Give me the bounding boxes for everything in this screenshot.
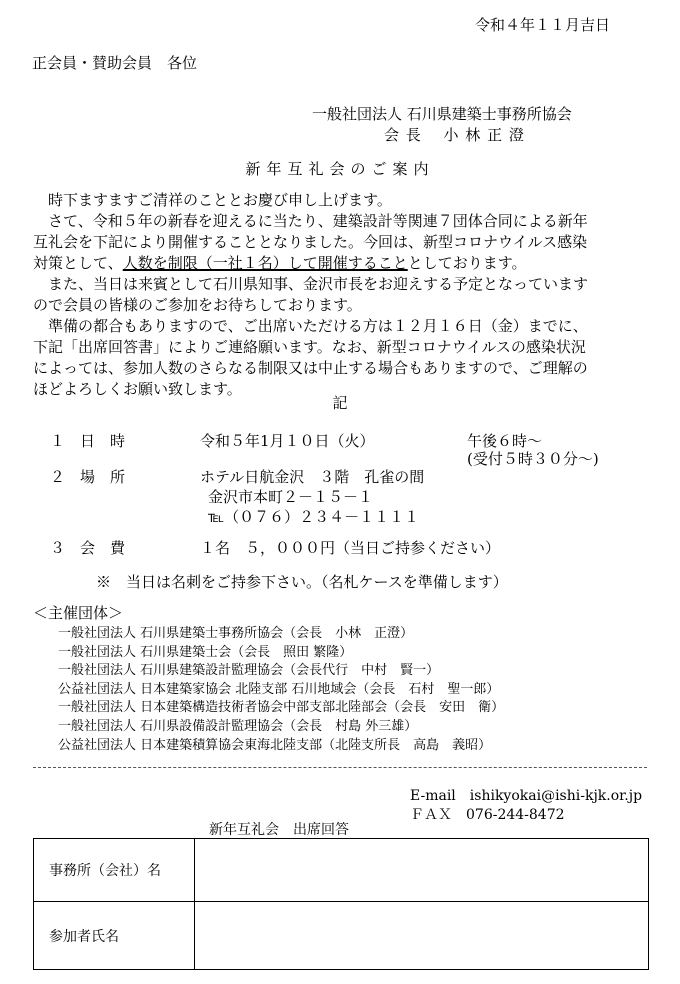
time-value: 午後６時～ — [467, 432, 543, 450]
email-line — [410, 787, 642, 806]
contact-info — [410, 787, 642, 825]
participant-name-label: 参加者氏名 — [34, 902, 195, 970]
reception-time: (受付５時３０分～) — [467, 450, 599, 468]
office-name-field[interactable] — [195, 839, 649, 902]
fee-label: ３ 会 費 — [50, 539, 126, 557]
organizer-item: 一般社団法人 日本建築構造技術者協会中部支部北陸部会（会長 安田 衛） — [58, 700, 505, 716]
document-title: 新年互礼会のご案内 — [245, 160, 435, 178]
organizers-list — [58, 625, 504, 755]
venue-tel: ℡（０７６）２３４－１１１１ — [208, 508, 420, 526]
fax-number: 076-244-8472 — [466, 807, 565, 823]
place-value: ホテル日航金沢 ３階 孔雀の間 — [200, 468, 425, 486]
place-label: ２ 場 所 — [50, 468, 126, 486]
venue-address: 金沢市本町２－１５－１ — [208, 488, 374, 506]
sender-name: 会 長 小 林 正 澄 — [384, 126, 525, 144]
reply-form-table — [33, 838, 649, 970]
capacity-restriction-text: 人数を制限（一社１名）して開催すること — [122, 254, 408, 272]
body-text — [33, 190, 653, 400]
fax-label: ＦＡＸ — [410, 807, 452, 823]
organizer-item: 一般社団法人 石川県建築設計監理協会（会長代行 中村 賢一） — [58, 663, 440, 679]
paragraph-guests: また、当日は来賓として石川県知事、金沢市長をお迎えする予定となっています ので会員の皆様のご参加をお待ちしております。 — [33, 275, 589, 314]
addressee: 正会員・賛助会員 各位 — [32, 54, 198, 72]
organizer-item: 公益社団法人 日本建築積算協会東海北陸支部（北陸支所長 高島 義昭） — [58, 737, 492, 753]
organizer-item: 一般社団法人 石川県建築士会（会長 照田 繁隆） — [58, 644, 353, 660]
participant-name-field[interactable] — [195, 902, 649, 970]
paragraph-greeting: 時下ますますご清祥のこととお慶び申し上げます。 — [48, 191, 392, 209]
date-value: 令和５年1月１０日（火） — [200, 432, 375, 450]
ki-heading: 記 — [332, 394, 348, 412]
date-label: １ 日 時 — [50, 432, 126, 450]
document-date: 令和４年１１月吉日 — [474, 16, 610, 34]
office-name-label: 事務所（会社）名 — [34, 839, 195, 902]
reply-form-title: 新年互礼会 出席回答 — [209, 822, 349, 838]
organizer-item: 一般社団法人 石川県建築士事務所協会（会長 小林 正澄） — [58, 626, 414, 641]
organizer-item: 一般社団法人 石川県設備設計監理協会（会長 村島 外三雄） — [58, 718, 418, 734]
paragraph-announcement: さて、令和５年の新春を迎えるに当たり、建築設計等関連７団体合同による新年 互礼会を下記により開催することとなりました。今回は、新型コロナウイルス感染 対策として、人数を制限（一社１名）して開催することとしております。 — [33, 212, 588, 272]
organizers-heading: ＜主催団体＞ — [33, 604, 124, 622]
paragraph-reply-request: 準備の都合もありますので、ご出席いただける方は１２月１６日（金）までに、 下記「出席回答書」によりご連絡願います。なお、新型コロナウイルスの感染状況 によっては、参加人数のさらなる制限又は中止する場合もありますので、ご理解の ほどよろしくお願い致します。 — [33, 317, 588, 398]
organizer-item: 公益社団法人 日本建築家協会 北陸支部 石川地域会（会長 石村 聖一郎） — [58, 681, 500, 697]
fax-line — [410, 806, 642, 825]
business-card-note: ※ 当日は名刺をご持参下さい。（名札ケースを準備します） — [96, 573, 508, 591]
fee-value: １名 ５，０００円（当日ご持参ください） — [200, 539, 501, 557]
cut-line — [33, 767, 647, 768]
sender-organization: 一般社団法人 石川県建築士事務所協会 — [312, 105, 572, 123]
email-label: E-mail — [410, 788, 456, 804]
email-address: ishikyokai@ishi-kjk.or.jp — [469, 788, 643, 804]
